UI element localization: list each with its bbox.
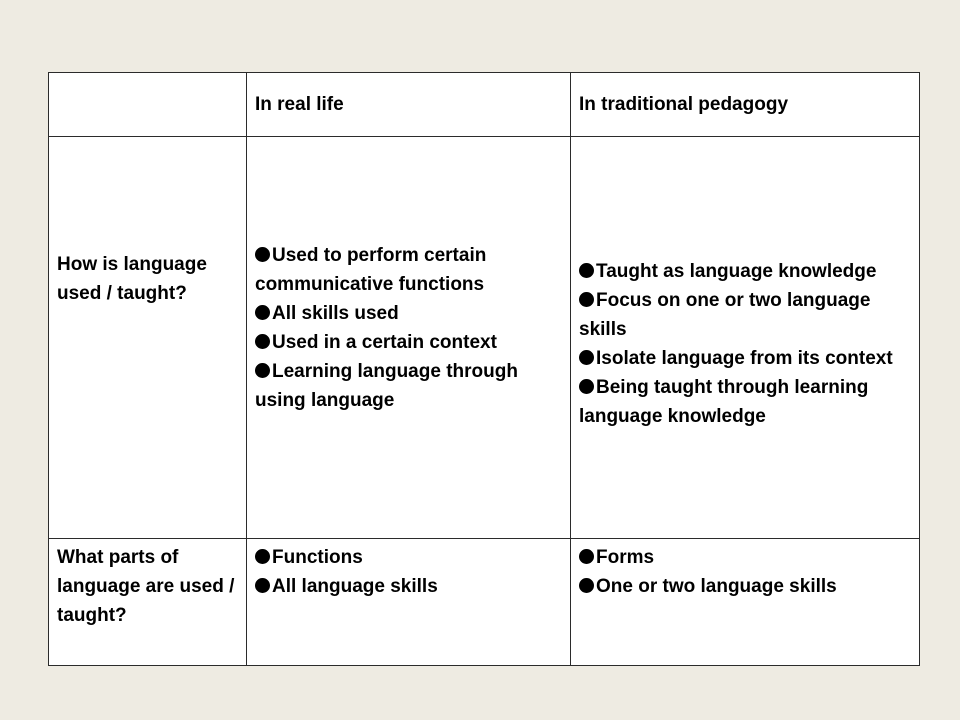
bullet-icon [255,363,270,378]
table-header-row [49,73,920,137]
row-label-cell [49,137,247,539]
list-item-text: All language skills [272,576,438,597]
bullet-icon [255,247,270,262]
header-traditional-pedagogy: In traditional pedagogy [571,73,920,137]
list-item-text: Learning language through using language [255,360,518,411]
traditional-list [579,543,911,601]
list-item [255,328,562,357]
list-item [255,241,562,299]
bullet-icon [255,334,270,349]
real-life-list [255,543,562,601]
list-item [579,572,911,601]
list-item-text: One or two language skills [596,576,837,597]
row-label: What parts of language are used / taught? [57,547,235,626]
bullet-icon [579,292,594,307]
real-life-list [255,241,562,415]
real-life-cell [247,137,571,539]
bullet-icon [255,549,270,564]
list-item [255,299,562,328]
traditional-cell [571,137,920,539]
list-item-text: Isolate language from its context [596,347,893,369]
header-empty-cell [49,73,247,137]
row-label-cell [49,539,247,666]
list-item-text: Being taught through learning language knowledge [579,376,869,427]
bullet-icon [255,305,270,320]
list-item [255,357,562,415]
list-item [579,257,911,286]
bullet-icon [579,263,594,278]
list-item-text: Focus on one or two language skills [579,289,871,340]
list-item-text: Taught as language knowledge [596,260,877,282]
header-real-life: In real life [247,73,571,137]
table-row-how-used [49,137,920,539]
list-item-text: All skills used [272,302,399,324]
list-item-text: Forms [596,547,655,568]
bullet-icon [579,549,594,564]
list-item [579,373,911,431]
real-life-cell [247,539,571,666]
bullet-icon [579,578,594,593]
traditional-cell [571,539,920,666]
bullet-icon [579,379,594,394]
list-item [579,543,911,572]
bullet-icon [255,578,270,593]
traditional-list [579,257,911,431]
bullet-icon [579,350,594,365]
list-item-text: Used to perform certain communicative functions [255,244,487,295]
list-item-text: Functions [272,547,363,568]
list-item [255,543,562,572]
comparison-table [48,72,920,666]
list-item-text: Used in a certain context [272,331,497,353]
list-item [255,572,562,601]
table-row-what-parts [49,539,920,666]
row-label: How is language used / taught? [57,253,207,304]
list-item [579,286,911,344]
list-item [579,344,911,373]
